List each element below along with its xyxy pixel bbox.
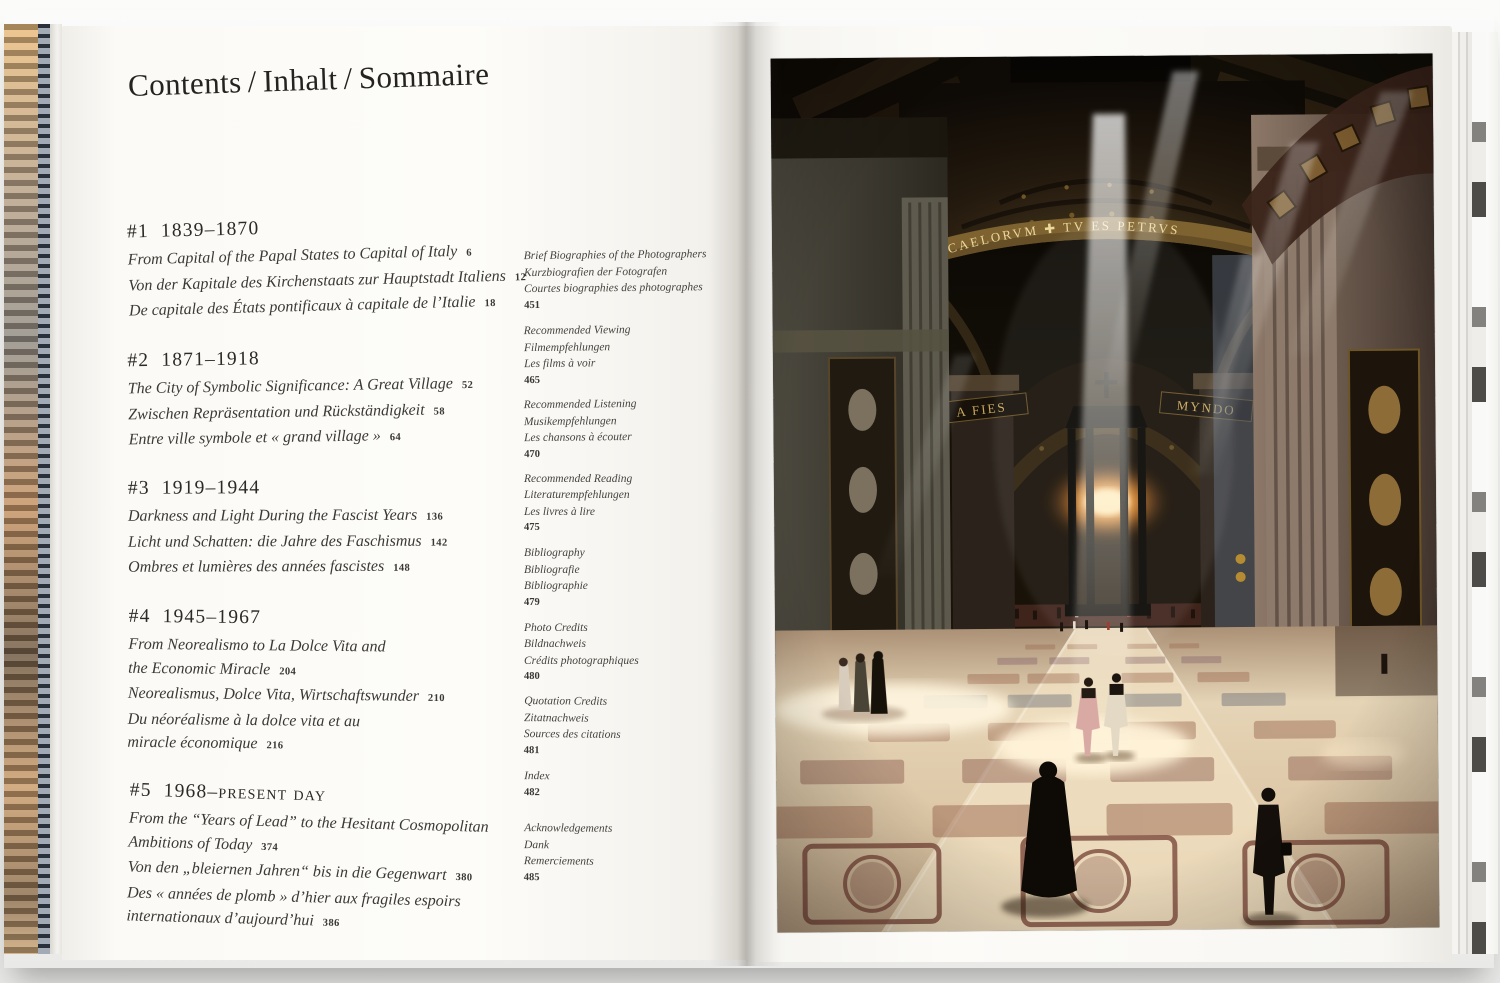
toc-section-1 [127, 210, 554, 325]
toc-entry: From Neorealismo to La Dolce Vita and the Economic Miracle 204 [128, 635, 386, 678]
section-number: #3 [127, 477, 150, 499]
list-item: Photo Credits Bildnachweis Crédits photographiques 480 [524, 620, 736, 685]
toc-section-4 [127, 605, 553, 760]
page-edge-ticks [38, 24, 50, 954]
basilica-photograph [771, 53, 1440, 932]
page-edge-white [1452, 32, 1472, 954]
page-number: 12 [514, 271, 527, 283]
section-years: 1839–1870 [160, 218, 260, 242]
page-number: 475 [524, 522, 540, 533]
page-number: 142 [430, 537, 448, 549]
section-number: #4 [128, 605, 151, 627]
printed-page-edges [4, 24, 38, 954]
page-number: 480 [524, 671, 540, 682]
right-fore-edge-pages [1452, 32, 1498, 954]
toc-entry: Neorealismus, Dolce Vita, Wirtschaftswunder 210 [127, 684, 445, 705]
page-number: 58 [433, 405, 446, 417]
toc-section-2 [127, 343, 553, 453]
section-heading [128, 476, 552, 499]
list-item: Recommended Reading Literaturempfehlungen Les livres à lire 475 [524, 471, 736, 536]
list-item: Recommended Viewing Filmempfehlungen Les films à voir 465 [524, 320, 737, 387]
page-number: 451 [524, 299, 541, 311]
section-number: #5 [129, 779, 152, 802]
toc-section-5 [126, 779, 554, 941]
toc-entry: Zwischen Repräsentation und Rückständigkeit 58 [128, 400, 446, 423]
section-number: #2 [127, 349, 150, 371]
toc-entry: Von den „bleiernen Jahren“ bis in die Gegenwart 380 [127, 858, 473, 884]
toc-entry: Ombres et lumières des années fascistes 148 [128, 557, 411, 576]
list-item: Recommended Listening Musikempfehlungen Les chansons à écouter 470 [524, 395, 737, 462]
page-number: 470 [524, 448, 541, 460]
toc-entry: Entre ville symbole et « grand village » 64 [128, 426, 402, 448]
page-number: 210 [427, 692, 445, 704]
page-number: 136 [426, 511, 444, 523]
page-number: 386 [322, 917, 340, 930]
open-book [4, 10, 1494, 968]
toc-section-3 [128, 476, 552, 581]
page-number: 216 [266, 739, 284, 751]
section-years: 1871–1918 [161, 347, 260, 371]
toc-entry: From the “Years of Lead” to the Hesitant Cosmopolitan Ambitions of Today 374 [128, 809, 489, 854]
list-item: Index 482 [524, 768, 736, 812]
page-number: 479 [524, 596, 540, 608]
toc-entry: Du néoréalisme à la dolce vita et au miracle économique 216 [127, 709, 361, 752]
page-number: 64 [389, 431, 402, 443]
page-number: 18 [484, 297, 497, 310]
table-of-contents [128, 216, 552, 963]
list-item: Quotation Credits Zitatnachweis Sources des citations 481 [524, 693, 737, 759]
section-years: 1945–1967 [162, 605, 262, 628]
section-years: 1968–present day [163, 780, 327, 806]
page-number: 380 [455, 872, 473, 884]
section-years: 1919–1944 [161, 477, 261, 499]
page-number: 6 [466, 247, 473, 259]
page-number: 52 [461, 379, 474, 391]
photo-vignette [771, 53, 1440, 932]
page-number: 485 [523, 871, 540, 883]
left-fore-edge-pages [4, 24, 62, 954]
list-item: Brief Biographies of the Photographers Kurzbiografien der Fotografen Courtes biographies des photographes 451 [524, 246, 737, 313]
toc-entry: From Capital of the Papal States to Capital of Italy 6 [127, 242, 473, 269]
list-item: Acknowledgements Dank Remerciements 485 [524, 820, 737, 886]
page-number: 148 [393, 562, 411, 574]
printed-page-edges [1472, 32, 1486, 954]
page-number: 374 [261, 841, 279, 853]
page-number: 482 [523, 786, 540, 798]
list-item: Bibliography Bibliografie Bibliographie 479 [524, 545, 736, 610]
section-number: #1 [126, 220, 150, 243]
page-number: 204 [279, 665, 297, 677]
toc-entry: Darkness and Light During the Fascist Years 136 [127, 506, 444, 525]
toc-entry: The City of Symbolic Significance: A Great Village 52 [127, 374, 474, 397]
toc-entry: De capitale des États pontificaux à capitale de l’Italie 18 [128, 293, 497, 320]
section-heading [127, 343, 551, 372]
page-edge-white [50, 24, 62, 954]
toc-entry: Von der Kapitale des Kirchenstaats zur Hauptstadt Italiens 12 [128, 267, 527, 295]
toc-entry: Licht und Schatten: die Jahre des Faschismus 142 [128, 532, 448, 551]
page-number: 481 [523, 744, 540, 756]
page-title: Contents / Inhalt / Sommaire [127, 56, 490, 103]
section-heading [129, 605, 553, 631]
page-number: 465 [524, 373, 541, 386]
toc-entry: Des « années de plomb » d’hier aux fragiles espoirs internationaux d’aujourd’hui 386 [126, 883, 461, 930]
page-edge-back [1486, 32, 1498, 954]
back-matter-list [524, 247, 736, 895]
